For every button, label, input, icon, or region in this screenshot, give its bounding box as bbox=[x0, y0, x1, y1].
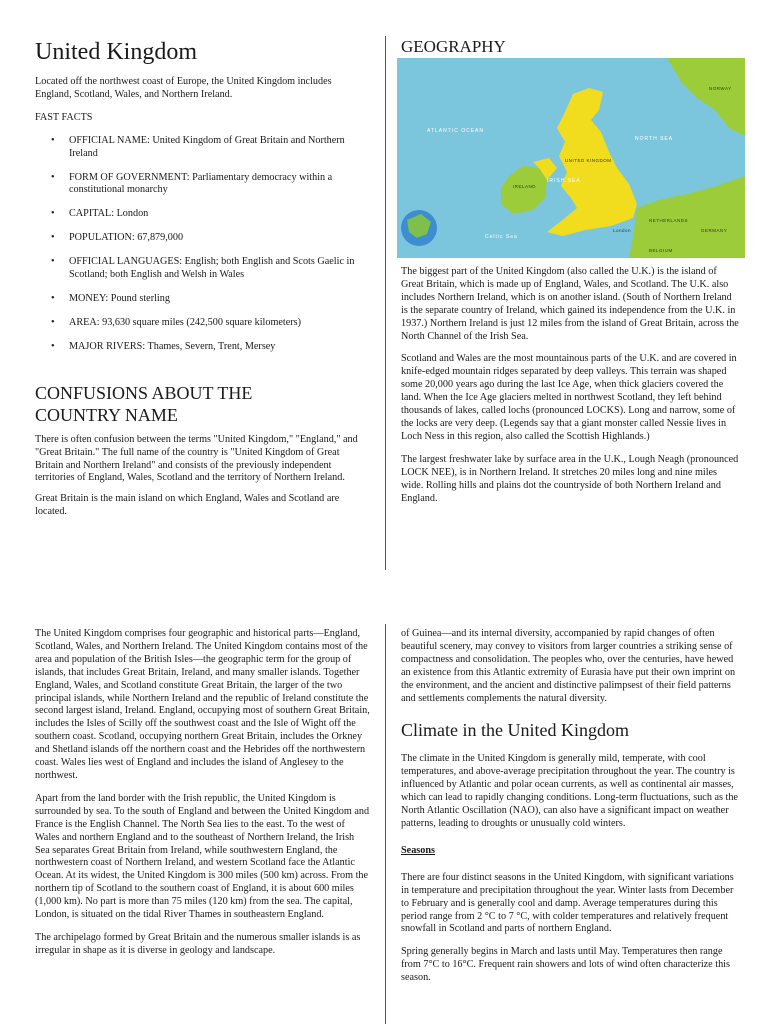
map-label-celtic: Celtic Sea bbox=[485, 234, 518, 240]
seasons-heading: Seasons bbox=[401, 844, 435, 856]
list-item: • MAJOR RIVERS: Thames, Severn, Trent, Mersey bbox=[35, 341, 370, 354]
page1-right-column bbox=[401, 36, 741, 58]
geography-paragraph-2: Scotland and Wales are the most mountainous parts of the U.K. and are covered in knife-edged mountain ridges separated by deep valleys. This terrain was shaped some 20,000 years ago during the last Ice Age, when thick glaciers covered the land. When the Ice Age glaciers melted in northwest Scotland, they left behind thousands of lakes, called lochs (pronounced LOCKS). Long and narrow, some of the locks are very deep. (Legends say that a giant monster called Nessie lives in Loch Ness in this region, also called the Scottish Highlands.) bbox=[401, 353, 737, 442]
fast-facts-heading: FAST FACTS bbox=[35, 111, 93, 123]
intro-paragraph: Located off the northwest coast of Europe, the United Kingdom includes England, Scotland, Wales, and Northern Ireland. bbox=[35, 76, 332, 100]
map-label-irish-sea: IRISH SEA bbox=[547, 178, 581, 184]
climate-heading: Climate in the United Kingdom bbox=[401, 720, 629, 741]
page1-right-text bbox=[401, 266, 741, 505]
map-label-germany: GERMANY bbox=[701, 228, 728, 233]
map-label-atlantic: ATLANTIC OCEAN bbox=[427, 128, 484, 134]
page2-left-paragraph-2: Apart from the land border with the Irish republic, the United Kingdom is surrounded by sea. To the south of England and between the United Kingdom and France is the English Channel. The North Sea lies to the east. To the west of Wales and northern England and to the southeast of Northern Ireland, the Irish Sea separates Great Britain from Ireland, while southwestern England, the northwestern coast of Northern Ireland, and western Scotland face the Atlantic Ocean. At its widest, the United Kingdom is 300 miles (500 km) across. From the northern tip of Scotland to the southern coast of England, it is about 600 miles (1,000 km). No part is more than 75 miles (120 km) from the sea. The capital, London, is situated on the tidal River Thames in southeastern England. bbox=[35, 792, 370, 921]
map-label-ireland: IRELAND bbox=[513, 184, 537, 189]
confusions-paragraph-1: There is often confusion between the terms "United Kingdom," "England," and "Great Britain." The full name of the country is "United Kingdom of Great Britain and Northern Ireland" and consists of the previously independent territories of England, Wales, Scotland and the territory of Northern Ireland. bbox=[35, 433, 358, 484]
page2-right-column bbox=[401, 628, 741, 985]
page2-right-paragraph-1: of Guinea—and its internal diversity, accompanied by rapid changes of often beautiful scenery, may convey to visitors from larger countries a striking sense of compactness and consolidation. The peoples who, over the centuries, have hewed an existence from this Atlantic extremity of Eurasia have put their own imprint on the environment, and the ancient and distinctive palimpsest of their field patterns and settlements complements the natural diversity. bbox=[401, 628, 736, 704]
uk-map bbox=[397, 58, 745, 258]
page2-left-paragraph-3: The archipelago formed by Great Britain and the numerous smaller islands is as irregular in shape as it is diverse in geology and landscape. bbox=[35, 931, 361, 956]
column-divider-bottom bbox=[385, 624, 386, 1024]
map-label-london: London bbox=[613, 228, 632, 233]
map-label-uk: UNITED KINGDOM bbox=[565, 158, 612, 163]
geography-paragraph-3: The largest freshwater lake by surface area in the U.K., Lough Neagh (pronounced LOCK NEE), is in Northern Ireland. It stretches 20 miles long and nine miles wide. Rolling hills and plains dot the countryside of both Northern Ireland and England. bbox=[401, 453, 739, 504]
seasons-paragraph-1: There are four distinct seasons in the United Kingdom, with significant variations in temperature and precipitation throughout the year. Winter lasts from December to February and is generally cool and damp. Average temperatures during this period range from 2 °C to 7 °C, with colder temperatures and relatively frequent snowfall in Scotland and parts of northern England. bbox=[401, 871, 734, 935]
list-item: • OFFICIAL LANGUAGES: English; both English and Scots Gaelic in Scotland; both English and Welsh in Wales bbox=[35, 256, 370, 282]
confusions-heading: CONFUSIONS ABOUT THE COUNTRY NAME bbox=[35, 382, 253, 425]
confusions-paragraph-2: Great Britain is the main island on which England, Wales and Scotland are located. bbox=[35, 493, 340, 518]
map-label-norway: NORWAY bbox=[709, 86, 732, 91]
list-item: • OFFICIAL NAME: United Kingdom of Great Britain and Northern Ireland bbox=[35, 135, 370, 161]
list-item: • MONEY: Pound sterling bbox=[35, 293, 370, 306]
fast-facts-list bbox=[35, 135, 370, 354]
list-item: • FORM OF GOVERNMENT: Parliamentary democracy within a constitutional monarchy bbox=[35, 172, 370, 198]
list-item: • CAPITAL: London bbox=[35, 208, 370, 221]
page-title: United Kingdom bbox=[35, 39, 197, 65]
page2-left-paragraph-1: The United Kingdom comprises four geographic and historical parts—England, Scotland, Wales, and Northern Ireland. The United Kingdom contains most of the area and population of the British Isles—the geographic term for the group of islands, that includes Great Britain, Ireland, and many smaller islands. Together England, Wales, and Scotland constitute Great Britain, the larger of the two principal islands, while Northern Ireland and the republic of Ireland constitute the second largest island, Ireland. England, occupying most of southern Great Britain, includes the Isles of Scilly off the southwest coast and the Isle of Wight off the southern coast. Scotland, occupying northern Great Britain, includes the Orkney and Shetland islands off the northern coast and the Hebrides off the northwestern coast. Wales lies west of England and includes the island of Anglesey to the northwest. bbox=[35, 628, 370, 781]
list-item: • AREA: 93,630 square miles (242,500 square kilometers) bbox=[35, 317, 370, 330]
page1-left-column bbox=[35, 38, 370, 519]
list-item: • POPULATION: 67,879,000 bbox=[35, 232, 370, 245]
climate-paragraph: The climate in the United Kingdom is generally mild, temperate, with cool temperatures, and above-average precipitation throughout the year. The country is influenced by Atlantic and polar ocean currents, as well as continental air masses, which can lead to rapidly changing conditions. Long-term fluctuations, such as the North Atlantic Oscillation (NAO), can also have a significant impact on weather patterns, leading to droughts or unusually cold winters. bbox=[401, 753, 738, 829]
page2-left-column bbox=[35, 628, 370, 958]
map-label-belgium: BELGIUM bbox=[649, 248, 673, 253]
geography-paragraph-1: The biggest part of the United Kingdom (also called the U.K.) is the island of Great Britain, which is made up of England, Wales, and Scotland. The U.K. also includes Northern Ireland, which is on another island. (South of Northern Ireland is the separate country of Ireland, which gained its independence from the U.K. in 1937.) Northern Ireland is just 12 miles from the island of Great Britain, across the North Channel of the Irish Sea. bbox=[401, 266, 739, 342]
seasons-paragraph-2: Spring generally begins in March and lasts until May. Temperatures then range from 7°C to 16°C. Frequent rain showers and lots of wind often characterize this season. bbox=[401, 946, 730, 984]
column-divider-top bbox=[385, 36, 386, 570]
map-label-north-sea: NORTH SEA bbox=[635, 136, 674, 142]
map-label-netherlands: NETHERLANDS bbox=[649, 218, 689, 223]
geography-heading: GEOGRAPHY bbox=[401, 37, 506, 56]
